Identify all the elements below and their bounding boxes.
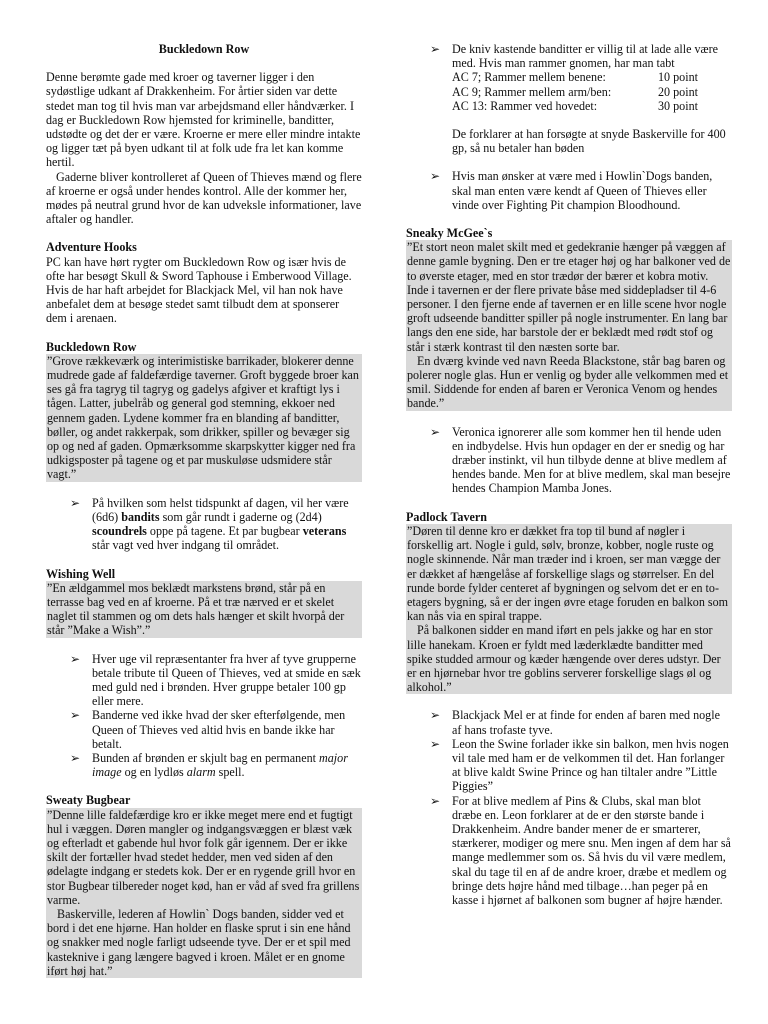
read-aloud-box xyxy=(406,240,732,410)
read-aloud-box xyxy=(46,808,362,978)
bullet-list xyxy=(46,496,362,553)
read-aloud-box xyxy=(46,581,362,638)
bullet-list xyxy=(406,425,732,496)
arrow-bullet-icon: ➢ xyxy=(70,651,81,666)
read-aloud-text: ”En ældgammel mos beklædt markstens brønd, står på en terrasse bag ved en af kroerne. På et træ nærved er et skelet naglet til stammen og om dets hals hænger et skilt hvorpå der står ”Make a Wish”.” xyxy=(47,580,345,638)
veterans-label: veterans xyxy=(302,524,347,539)
list-item: ➢ Hvis man ønsker at være med i Howlin`Dogs banden, skal man enten være kendt af Queen of Thieves eller vinde over Fighting Pit champion Bloodhound. xyxy=(430,169,713,212)
table-row: AC 7; Rammer mellem benene: 10 point xyxy=(452,70,698,85)
sneaky-mcgees-heading: Sneaky McGee`s xyxy=(406,226,493,241)
arrow-bullet-icon: ➢ xyxy=(430,169,441,184)
read-aloud-text-2: En dværg kvinde ved navn Reeda Blackstone, står bag baren og polerer nogle glas. Hun er venlig og byder alle velkommen med et smil. Siddende for enden af baren er Veronica Venom og hendes bande.” xyxy=(407,353,729,411)
list-item: ➢ På hvilken som helst tidspunkt af dagen, vil her være (6d6) bandits som går rundt i gaderne og (2d4) scoundrels oppe på tagene. Et par bugbear veterans står vagt ved hver indgang til området. xyxy=(70,495,349,553)
right-column xyxy=(406,42,732,907)
bullet-list xyxy=(406,708,732,907)
list-item: ➢ Blackjack Mel er at finde for enden af baren med nogle af hans trofaste tyve. xyxy=(430,708,720,737)
bullet-list xyxy=(46,652,362,780)
major-image-spell: major image xyxy=(92,750,348,780)
wishing-well-heading: Wishing Well xyxy=(46,566,116,581)
read-aloud-text-2: På balkonen sidder en mand iført en pels jakke og har en stor lille hanekam. Kroen er fyldt med læderklædte banditter med spike studded armour og kæder hængende over deres udstyr. Der er en hjørnebar hvor tre goblins serverer forskellige slags øl og alkohol.” xyxy=(407,623,721,695)
sweaty-bugbear-heading: Sweaty Bugbear xyxy=(46,793,131,808)
list-item: ➢ De kniv kastende banditter er villig til at lade alle være med. Hvis man rammer gnomen, har man tabt AC 7; Rammer mellem benene: 10 point AC 9; Rammer mellem arm/ben: 20 point AC 13: Rammer ved hovedet: 30 point De forklarer at han forsøgte at snyde Baskerville for 400 gp, så nu betaler han bøden xyxy=(430,42,726,156)
list-item: ➢ Banderne ved ikke hvad der sker efterfølgende, men Queen of Thieves ved altid hvis en bande ikke har betalt. xyxy=(70,708,346,751)
read-aloud-text: ”Grove rækkeværk og interimistiske barrikader, blokerer denne mudrede gade af faldefærdige taverner. Groft byggede broer kan ses gå fra tagryg til tagryg og gadelys afgiver et kraftigt lys i tågen. Latter, jubelråb og general god stemning, ekkoer ned gennem gaden. Lydene kommer fra en blanding af banditter, bøller, og andet rakkerpak, som drikker, spiller og bevæger sig op og ned af gaden. Opmærksomme skarpskytter kigger ned fra udkigsposter på tagene og et par muskuløse udsmidere står vagt.” xyxy=(47,353,359,482)
padlock-tavern-heading: Padlock Tavern xyxy=(406,509,487,524)
knife-note: De forklarer at han forsøgte at snyde Baskerville for 400 gp, så nu betaler han bøden xyxy=(452,127,726,156)
read-aloud-box xyxy=(406,524,732,694)
bullet-list xyxy=(406,42,732,155)
adventure-hooks-text: PC kan have hørt rygter om Buckledown Row og især hvis de ofte har besøgt Skull & Sword Taphouse i Emberwood Village. Hvis de har haft arbejdet for Blackjack Mel, vil han nok have anbefalet dem at besøge stedet samt tilbudt dem at sponserer dem i arenaen. xyxy=(46,254,352,326)
read-aloud-text: ”Et stort neon malet skilt med et gedekranie hænger på væggen af denne gamle bygning. Den er tre etager høj og har balkoner ved de to øverste etager, med en stor trædør der bærer et kobra motiv. Inde i tavernen er der flere private båse med siddepladser til 4-6 personer. I den fjerne ende af tavernen er en lille scene hvor nogle groft udseende banditter spiller på nogle instrumenter. En lang bar langs den ene side, har barstole der er beklædt med rødt stof og står i stærk kontrast til den næsten sorte bar. xyxy=(407,240,731,354)
scoundrels-label: scoundrels xyxy=(92,524,147,539)
alarm-spell: alarm xyxy=(186,765,216,780)
bullet-list xyxy=(406,169,732,212)
arrow-bullet-icon: ➢ xyxy=(430,708,441,723)
arrow-bullet-icon: ➢ xyxy=(430,424,441,439)
read-aloud-text-2: Baskerville, lederen af Howlin` Dogs banden, sidder ved et bord i det ene hjørne. Han holder en flaske sprut i sin ene hånd og snakker med nogle farligt udseende tyve. Der er et spil med kasteknive i gang længere bagved i kroen. Målet er en gnome iført høj hat.” xyxy=(47,906,351,978)
list-item: ➢ For at blive medlem af Pins & Clubs, skal man blot dræbe en. Leon forklarer at de er den største bande i Drakkenheim. Andre bander mener de er smarterer, stærkerer, modiger og mere snu. Men ingen af dem har så mange medlemmer som os. Så hvis du vil være medlem, skal du tage til en af de andre kroer, dræbe et medlem og bringe dets højre hånd med tilbage…han peger på en kasse i hjørnet af balkonen som bugner af højre hænder. xyxy=(430,793,731,907)
intro-paragraph-2: Gaderne bliver kontrolleret af Queen of Thieves mænd og flere af kroerne er også under hendes kontrol. Alle der kommer her, mødes på neutral grund hvor de kan udveksle informationer, lave aftaler og handler. xyxy=(46,169,362,227)
arrow-bullet-icon: ➢ xyxy=(430,42,441,56)
list-item: ➢ Bunden af brønden er skjult bag en permanent major image og en lydløs alarm spell. xyxy=(70,750,348,780)
intro-paragraph: Denne berømte gade med kroer og taverner ligger i den sydøstlige udkant af Drakkenheim. For årtier siden var dette stedet man tog til hvis man var arbejdsmand eller håndværker. I dag er Buckledown Row hjemsted for kriminelle, banditter, udstødte og det der er være. Kroerne er mere eller mindre intakte og ligger tæt på byen udkant til at folk ude fra let kan komme hertil. xyxy=(46,70,361,170)
list-item: ➢ Hver uge vil repræsentanter fra hver af tyve grupperne betale tribute til Queen of Thieves, ved at smide en sæk med guld ned i brønden. Hver gruppe betaler 100 gp eller mere. xyxy=(70,651,361,709)
list-item: ➢ Veronica ignorerer alle som kommer hen til hende uden en indbydelse. Hvis hun opdager en der er snedig og har dræber instinkt, vil hun tilbyde denne at blive medlem af hendes bande. Men for at blive medlem, skal man besejre hendes Champion Mamba Jones. xyxy=(430,424,731,496)
left-column xyxy=(46,42,362,978)
read-aloud-box xyxy=(46,354,362,482)
adventure-hooks-heading: Adventure Hooks xyxy=(46,240,137,255)
table-row: AC 9; Rammer mellem arm/ben: 20 point xyxy=(452,84,698,99)
arrow-bullet-icon: ➢ xyxy=(70,750,81,765)
arrow-bullet-icon: ➢ xyxy=(70,708,81,723)
list-item: ➢ Leon the Swine forlader ikke sin balkon, men hvis nogen vil tale med ham er de velkommen til det. Han forlanger at blive kaldt Swine Prince og han tiltaler andre ”Little Piggies” xyxy=(430,736,729,794)
arrow-bullet-icon: ➢ xyxy=(430,736,441,751)
read-aloud-text: ”Denne lille faldefærdige kro er ikke meget mere end et fugtigt hul i væggen. Døren mangler og indgangsvæggen er blæst væk og efterladt et gabende hul hvor folk går igennem. Der er ikke skilt der fortæller hvad stedet hedder, men ved siden af den ødelagte indgang er stedets kok. Der er en rygende grill hvor en stor Bugbear tilbereder noget kød, han er våd af sved fra grillens varme. xyxy=(47,807,360,907)
buckledown-row-heading: Buckledown Row xyxy=(46,339,137,354)
arrow-bullet-icon: ➢ xyxy=(430,793,441,808)
arrow-bullet-icon: ➢ xyxy=(70,495,81,510)
table-row: AC 13: Rammer ved hovedet: 30 point xyxy=(452,98,698,113)
read-aloud-text: ”Døren til denne kro er dækket fra top til bund af nøgler i forskellig art. Nogle i guld, sølv, bronze, kobber, nogle ruste og nogle skinnende. Når man træder ind i kroen, ser man vægge der er dækket af hængelåse af forskellige slags og størrelser. En del runde borde fylder centeret af bygningen og selvom det er en to-etagers bygning, så er der ingen øvre etage foruden en balkon som kan nås via en spiral trappe. xyxy=(407,523,729,624)
ac-table xyxy=(452,70,698,113)
section-title: Buckledown Row xyxy=(158,42,250,56)
bandits-label: bandits xyxy=(121,509,160,524)
